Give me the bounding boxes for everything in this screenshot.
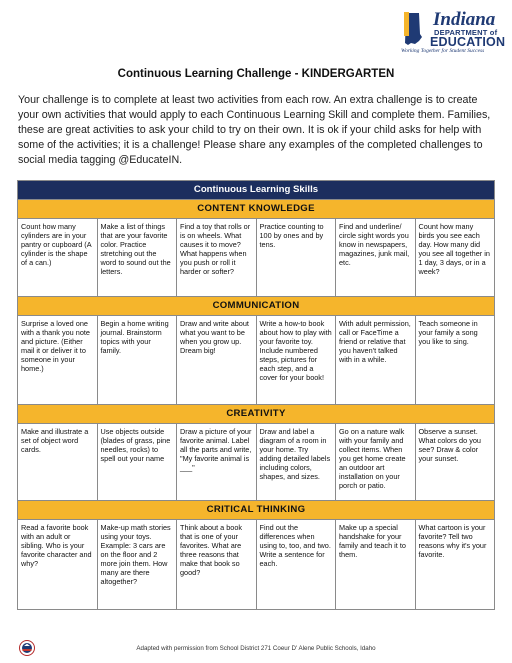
skills-table [17,180,495,610]
activity-cell: Find a toy that rolls or is on wheels. What causes it to move? What happens when you push or roll it harder or softer? [177,219,257,297]
activity-cell: Practice counting to 100 by ones and by tens. [256,219,336,297]
activity-cell: Read a favorite book with an adult or sibling. Who is your favorite character and why? [18,520,98,610]
activity-cell: Think about a book that is one of your favorites. What are three reasons that make that book so good? [177,520,257,610]
logo-line-indiana: Indiana [433,9,496,30]
activity-cell: Observe a sunset. What colors do you see? Draw & color your sunset. [415,424,495,501]
logo-line-department: DEPARTMENT of [434,28,498,37]
attribution-footer: Adapted with permission from School District 271 Coeur D' Alene Public Schools, Idaho [136,645,376,652]
doe-logo [393,10,505,54]
activity-cell: Go on a nature walk with your family and collect items. When you get home create an outdoor art installation on your porch or patio. [336,424,416,501]
activity-cell: With adult permission, call or FaceTime a friend or relative that you haven't talked with in a while. [336,316,416,405]
activity-cell: Count how many birds you see each day. How many did you see all together in 1 day, 3 days, or in a week? [415,219,495,297]
activity-cell: Teach someone in your family a song you like to sing. [415,316,495,405]
section-header-communication: COMMUNICATION [18,297,495,316]
section-header-row [18,200,495,219]
activity-cell: Find and underline/ circle sight words you know in newspapers, magazines, junk mail, etc. [336,219,416,297]
activity-cell: Draw a picture of your favorite animal. Label all the parts and write, "My favorite animal is ___" [177,424,257,501]
activity-cell: Use objects outside (blades of grass, pine needles, rocks) to spell out your name [97,424,177,501]
activity-cell: Count how many cylinders are in your pantry or cupboard (A cylinder is the shape of a can.) [18,219,98,297]
activity-cell: Make up a special handshake for your family and teach it to them. [336,520,416,610]
activity-cell: Make a list of things that are your favorite color. Practice stretching out the word to sound out the letters. [97,219,177,297]
activity-cell: Make and illustrate a set of object word cards. [18,424,98,501]
intro-paragraph: Your challenge is to complete at least two activities from each row. An extra challenge is to create your own activities that would apply to each Continuous Learning Skill and complete them. Families, these are great activities to ask your child to try on their own. It is ok if your child asks for help with some of the activities; it is a challenge! Please share any examples of the completed challenges to social media tagging @EducateIN. [18,94,491,166]
table-heading-row [18,181,495,200]
table-row [18,424,495,501]
table-row [18,316,495,405]
activity-cell: What cartoon is your favorite? Tell two reasons why it's your favorite. [415,520,495,610]
section-header-creativity: CREATIVITY [18,405,495,424]
activity-cell: Draw and write about what you want to be when you grow up. Dream big! [177,316,257,405]
activity-cell: Write a how-to book about how to play with your favorite toy. Include numbered steps, pictures for each step, and a cover for your book! [256,316,336,405]
page-title: Continuous Learning Challenge - KINDERGARTEN [117,68,395,80]
table-heading: Continuous Learning Skills [18,181,495,200]
section-header-content-knowledge: CONTENT KNOWLEDGE [18,200,495,219]
logo-tagline: Working Together for Student Success [401,48,485,54]
indiana-state-outline-icon [393,10,431,48]
section-header-critical-thinking: CRITICAL THINKING [18,501,495,520]
activity-cell: Surprise a loved one with a thank you note and picture. (Either mail it or deliver it to someone in your home.) [18,316,98,405]
section-header-row [18,501,495,520]
section-header-row [18,297,495,316]
activity-cell: Make-up math stories using your toys. Example: 3 cars are on the floor and 2 more join them. How many are there altogether? [97,520,177,610]
activity-cell: Find out the differences when using to, too, and two. Write a sentence for each. [256,520,336,610]
section-header-row [18,405,495,424]
logo-line-education: EDUCATION [430,35,506,49]
activity-cell: Begin a home writing journal. Brainstorm topics with your family. [97,316,177,405]
activity-cell: Draw and label a diagram of a room in your home. Try adding detailed labels including colors, shapes, and sizes. [256,424,336,501]
table-row [18,219,495,297]
table-row [18,520,495,610]
